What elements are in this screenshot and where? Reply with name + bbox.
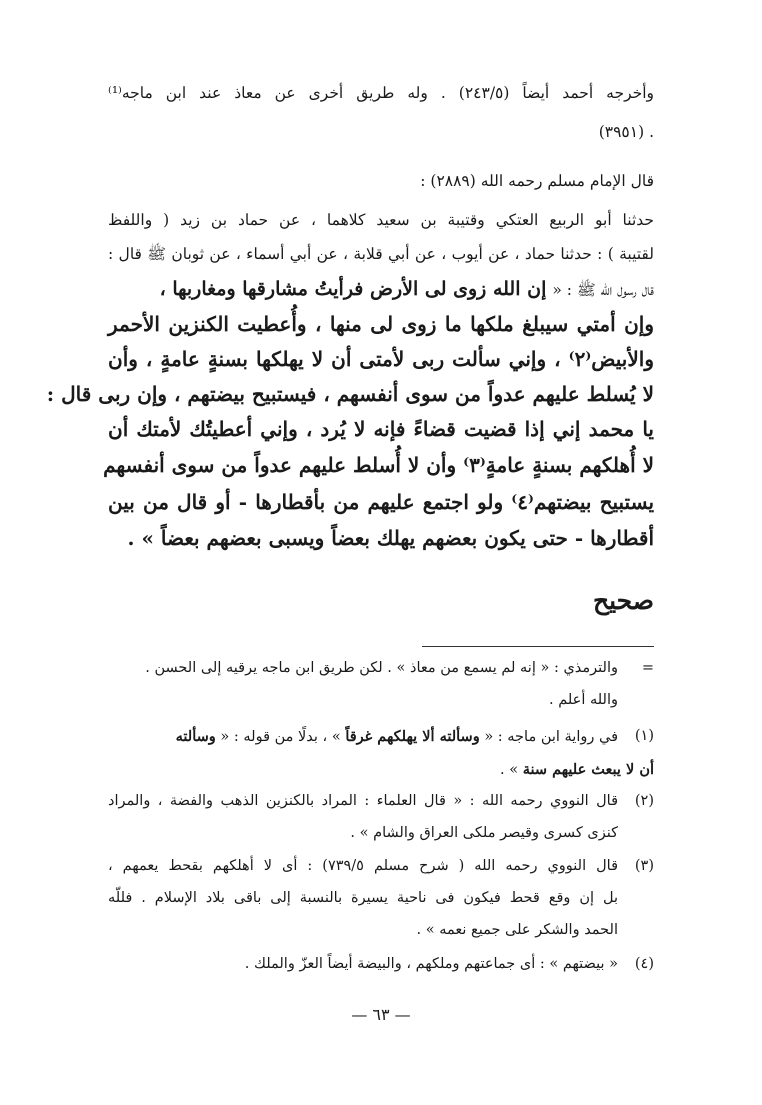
continuation-line-2: والله أعلم . [549, 692, 618, 708]
footnote-2 [108, 793, 654, 815]
footnote-continuation-2 [108, 692, 654, 714]
isnad-line-1: حدثنا أبو الربيع العتكي وقتيبة بن سعيد كلاهما ، عن حماد بن زيد ( واللفظ [108, 211, 654, 229]
footnote-3-number: (٣) [634, 858, 654, 874]
continuation-line-1: والترمذي : « إنه لم يسمع من معاذ » . لكن طريق ابن ماجه يرقيه إلى الحسن . [145, 660, 618, 676]
page-number: — ٦٣ — [351, 1005, 411, 1024]
hadith-line-3: والأبيض⁽٢⁾ ، وإني سألت ربى لأمتى أن لا يهلكها بسنةٍ عامةٍ ، وأن [108, 347, 654, 371]
footnote-3-cont-2 [108, 922, 654, 944]
footnote-4 [108, 956, 654, 978]
hadith-line-8: أقطارها - حتى يكون بعضهم يهلك بعضاً ويسبى بعضهم بعضاً » . [127, 526, 654, 550]
hadith-line-7: يستبيح بيضتهم⁽٤⁾ ولو اجتمع عليهم من بأقطارها - أو قال من بين [108, 490, 655, 514]
intro-line-2: . (٣٩٥١) [598, 123, 654, 141]
fn1-part-c: » ، بدلًا من قوله : « [220, 729, 341, 745]
footnote-3 [108, 858, 654, 880]
footnote-1-cont [108, 761, 654, 785]
footnote-4-number: (٤) [634, 956, 654, 972]
footnote-2-line-2: كنزى كسرى وقيصر ملكى العراق والشام » . [350, 825, 618, 841]
footnote-1 [108, 728, 654, 752]
hadith-line-2: وإن أمتي سيبلغ ملكها ما زوى لى منها ، وأُعطيت الكنزين الأحمر [108, 312, 654, 336]
footnote-1-number: (١) [634, 728, 654, 744]
isnad-line-2: لقتيبة ) : حدثنا حماد ، عن أيوب ، عن أبي قلابة ، عن أبي أسماء ، عن ثوبان ﷺ قال : [108, 245, 654, 263]
continuation-marker: = [641, 660, 654, 676]
hadith-line-5: يا محمد إني إذا قضيت قضاءً فإنه لا يُرد ، وإني أعطيتُك لأمتك أن [108, 417, 654, 441]
footnote-1-line-2 [108, 761, 654, 778]
footnote-3-line-2: بل إن وقع قحط فيكون فى ناحية يسيرة بالنسبة إلى باقى بلاد الإسلام . فللّه [108, 890, 618, 906]
fn1-line2-end: » . [500, 762, 519, 778]
hadith-line-4: لا يُسلط عليهم عدواً من سوى أنفسهم ، فيستبيح بيضتهم ، وإن ربى قال : [46, 382, 654, 406]
hadith-line-6: لا أُهلكهم بسنةٍ عامةٍ⁽٣⁾ وأن لا أُسلط عليهم عدواً من سوى أنفسهم [103, 453, 654, 477]
grade-heading: صحيح [592, 586, 654, 615]
intro-line-1: وأخرجه أحمد أيضاً (٢٤٣/٥) . وله طريق أخرى عن معاذ عند ابن ماجه⁽¹⁾ [108, 84, 654, 102]
footnote-3-line-3: الحمد والشكر على جميع نعمه » . [416, 922, 618, 938]
fn1-part-d: وسألته [175, 728, 216, 745]
footnote-4-line-1: « بيضتهم » : أى جماعتهم وملكهم ، والبيضة أيضاً العزّ والملك . [244, 956, 618, 972]
fn1-part-a: في رواية ابن ماجه : « [484, 729, 618, 745]
footnote-2-number: (٢) [634, 793, 654, 809]
fn1-part-b: وسألته ألا يهلكهم غرقاً [345, 728, 480, 745]
footnote-2-line-1: قال النووي رحمه الله : « قال العلماء : المراد بالكنزين الذهب والفضة ، والمراد [108, 793, 618, 809]
hadith-intro: قال رسول الله ﷺ : « [552, 281, 654, 299]
footnote-1-line-1 [108, 728, 618, 745]
footnote-3-cont [108, 890, 654, 912]
fn1-line2-bold: أن لا يبعث عليهم سنة [522, 761, 654, 778]
footnote-continuation [108, 660, 654, 682]
hadith-text-1: إن الله زوى لى الأرض فرأيتُ مشارقها ومغاربها ، [159, 278, 547, 300]
hadith-line-1 [108, 278, 654, 303]
imam-line: قال الإمام مسلم رحمه الله (٢٨٨٩) : [420, 172, 654, 190]
footnote-divider [422, 646, 654, 647]
footnote-3-line-1: قال النووي رحمه الله ( شرح مسلم ٧٣٩/٥) : أى لا أهلكهم بقحط يعمهم ، [108, 858, 618, 874]
footnote-2-cont [108, 825, 654, 847]
